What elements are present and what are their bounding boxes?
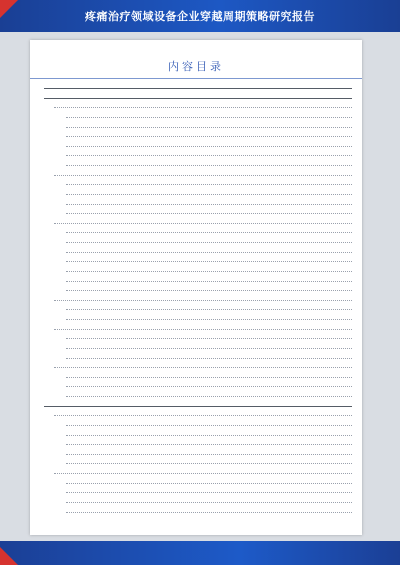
toc-entry[interactable] [54, 472, 352, 474]
toc-entry[interactable] [66, 260, 352, 262]
report-title: 疼痛治疗领域设备企业穿越周期策略研究报告 [85, 10, 315, 23]
toc-entry[interactable] [66, 385, 352, 387]
toc-entry[interactable] [66, 231, 352, 233]
toc-entry[interactable] [66, 501, 352, 503]
toc-entry[interactable] [44, 405, 352, 407]
toc-entry[interactable] [54, 299, 352, 301]
toc-entry[interactable] [66, 270, 352, 272]
toc-entry[interactable] [66, 318, 352, 320]
toc-entry[interactable] [66, 453, 352, 455]
toc-entry[interactable] [66, 482, 352, 484]
toc-entry[interactable] [66, 289, 352, 291]
toc-entry[interactable] [66, 280, 352, 282]
toc-entry[interactable] [66, 491, 352, 493]
toc-entry[interactable] [44, 97, 352, 99]
toc-entry[interactable] [66, 443, 352, 445]
toc-entry[interactable] [66, 241, 352, 243]
toc-entry[interactable] [66, 347, 352, 349]
toc-entry[interactable] [66, 308, 352, 310]
footer-red-corner [0, 547, 18, 565]
toc-entry[interactable] [66, 376, 352, 378]
toc-entry[interactable] [66, 395, 352, 397]
toc-entry[interactable] [54, 222, 352, 224]
toc-heading-rule [30, 78, 362, 79]
toc-entry[interactable] [66, 462, 352, 464]
toc-entry[interactable] [54, 366, 352, 368]
toc-entry[interactable] [66, 212, 352, 214]
toc-entry[interactable] [54, 174, 352, 176]
document-page [30, 40, 362, 535]
toc-entry[interactable] [54, 414, 352, 416]
toc-entry[interactable] [66, 357, 352, 359]
toc-heading: 内容目录 [168, 60, 224, 73]
toc-entry[interactable] [54, 106, 352, 108]
toc-entry[interactable] [66, 424, 352, 426]
toc-entry[interactable] [66, 337, 352, 339]
toc-entry[interactable] [66, 145, 352, 147]
toc-entry[interactable] [66, 183, 352, 185]
toc-entry[interactable] [66, 203, 352, 205]
toc-entry[interactable] [66, 164, 352, 166]
toc-entry[interactable] [66, 116, 352, 118]
toc-entry[interactable] [66, 126, 352, 128]
toc-entry[interactable] [66, 511, 352, 513]
toc-entry[interactable] [66, 251, 352, 253]
header-banner [0, 0, 400, 32]
toc-entry[interactable] [66, 154, 352, 156]
footer-banner [0, 541, 400, 565]
toc-entry[interactable] [44, 87, 352, 89]
toc-entry[interactable] [66, 193, 352, 195]
toc-entry[interactable] [54, 328, 352, 330]
toc-entry[interactable] [66, 434, 352, 436]
toc-entry[interactable] [66, 135, 352, 137]
toc-entries [44, 87, 352, 513]
